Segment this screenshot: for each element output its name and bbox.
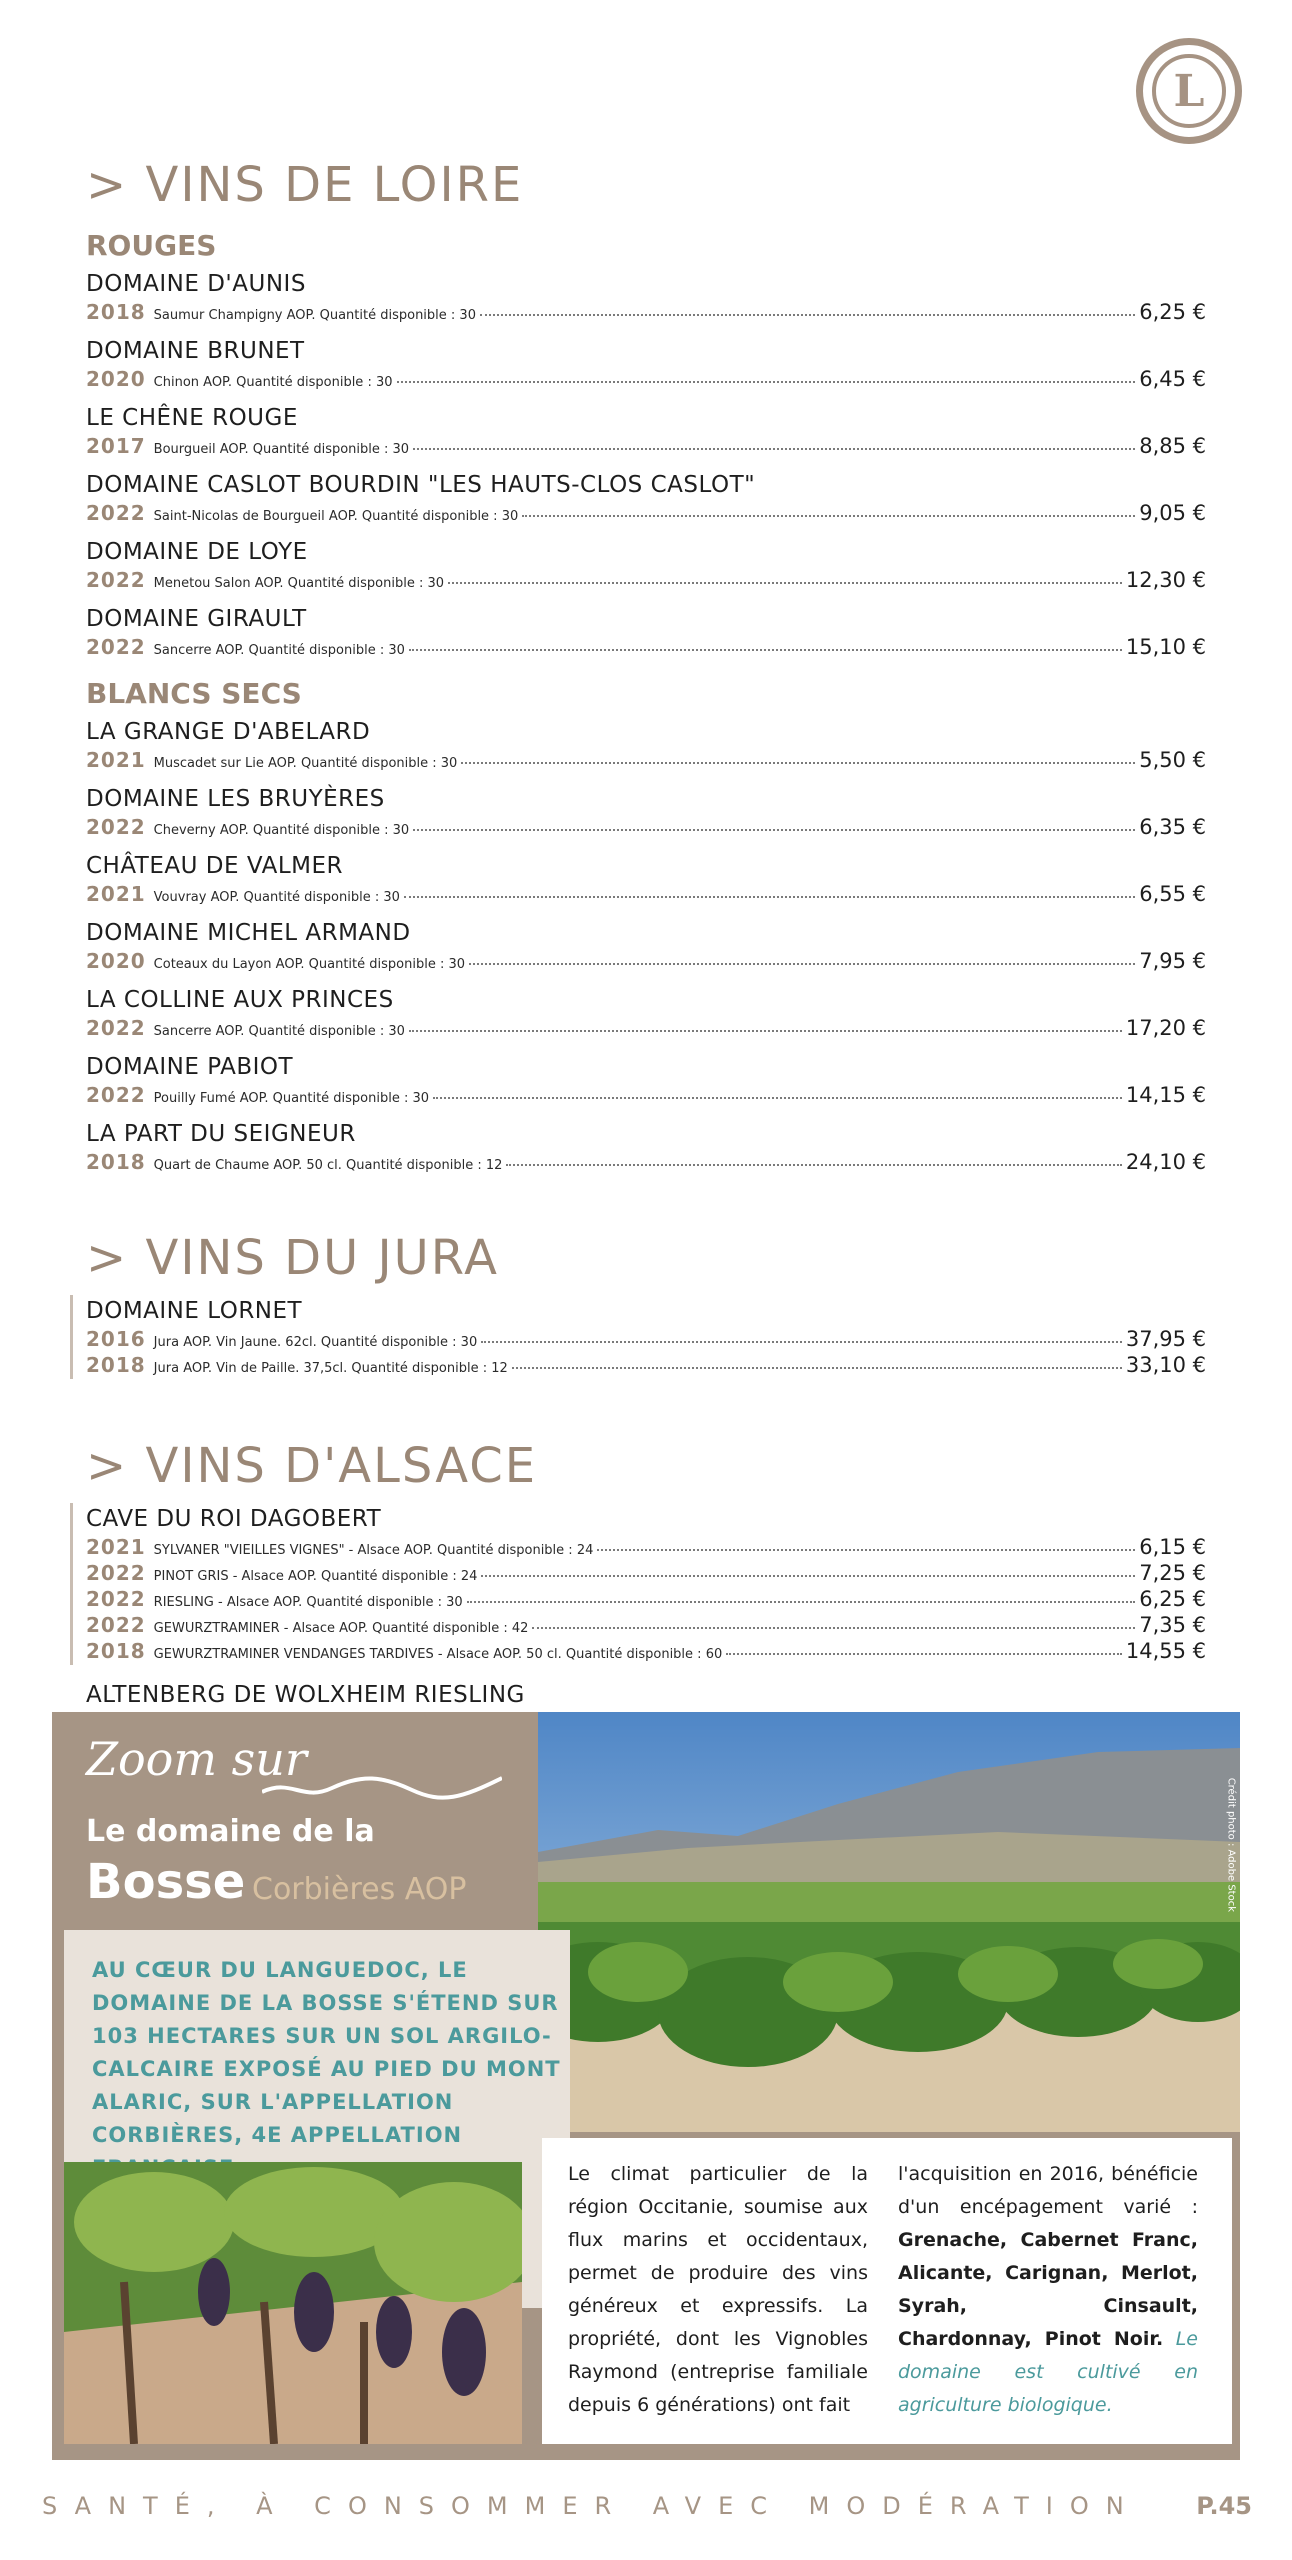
zoom-appellation: Corbières AOP — [252, 1872, 467, 1907]
vintage-year: 2022 — [86, 1016, 146, 1040]
section-title: > VINS DU JURA — [86, 1230, 499, 1286]
vintage-year: 2022 — [86, 1083, 146, 1107]
wine-description: Sancerre AOP. Quantité disponible : 30 — [153, 643, 405, 658]
vintage-row — [86, 815, 1206, 848]
wine-item — [86, 268, 1206, 333]
wine-price: 6,15 € — [1139, 1535, 1206, 1559]
wine-price: 6,25 € — [1139, 1587, 1206, 1611]
wine-name: ALTENBERG DE WOLXHEIM RIESLING — [86, 1682, 525, 1708]
zoom-col-2-intro: l'acquisition en 2016, bénéficie d'un encépagement varié : — [898, 2163, 1198, 2218]
wine-price: 7,35 € — [1139, 1613, 1206, 1637]
vintage-row — [86, 1327, 1206, 1353]
vintage-year: 2020 — [86, 949, 146, 973]
zoom-lead-text: AU CŒUR DU LANGUEDOC, LE DOMAINE DE LA BOSSE S'ÉTEND SUR 103 HECTARES SUR UN SOL ARGILO-CALCAIRE EXPOSÉ AU PIED DU MONT ALARIC, SUR L'APPELLATION CORBIÈRES, 4E APPELLATION — [92, 1958, 561, 2147]
wine-name: DOMAINE D'AUNIS — [86, 271, 306, 297]
vintage-year: 2022 — [86, 1613, 146, 1637]
vintage-row — [86, 882, 1206, 915]
vintage-year: 2022 — [86, 568, 146, 592]
wine-name: DOMAINE LORNET — [86, 1298, 303, 1324]
wine-item — [70, 1503, 1206, 1665]
vintage-year: 2022 — [86, 501, 146, 525]
vintage-row — [86, 1083, 1206, 1116]
wine-item — [86, 536, 1206, 601]
vintage-row — [86, 434, 1206, 467]
swash-decoration — [262, 1768, 502, 1808]
section-title: > VINS D'ALSACE — [86, 1438, 538, 1494]
wine-item — [86, 984, 1206, 1049]
wine-price: 8,85 € — [1139, 434, 1206, 458]
wine-price: 33,10 € — [1125, 1353, 1206, 1377]
wine-price: 37,95 € — [1125, 1327, 1206, 1351]
dot-leader — [397, 381, 1136, 383]
vintage-year: 2022 — [86, 1587, 146, 1611]
vintage-row — [86, 568, 1206, 601]
wine-item — [86, 850, 1206, 915]
dot-leader — [597, 1549, 1135, 1551]
wine-price: 6,35 € — [1139, 815, 1206, 839]
dot-leader — [413, 448, 1135, 450]
wine-price: 6,45 € — [1139, 367, 1206, 391]
vintage-row — [86, 1561, 1206, 1587]
dot-leader — [409, 649, 1122, 651]
wine-description: Menetou Salon AOP. Quantité disponible : 30 — [153, 576, 445, 591]
dot-leader — [480, 314, 1135, 316]
wine-item — [86, 1051, 1206, 1116]
footer-slogan: SANTÉ, À CONSOMMER AVEC MODÉRATION — [42, 2492, 1141, 2520]
vintage-row — [86, 300, 1206, 333]
vintage-row — [86, 1353, 1206, 1379]
wine-name: DOMAINE GIRAULT — [86, 606, 307, 632]
vintage-row — [86, 501, 1206, 534]
wine-price: 6,25 € — [1139, 300, 1206, 324]
dot-leader — [481, 1341, 1122, 1343]
dot-leader — [413, 829, 1135, 831]
wine-price: 17,20 € — [1125, 1016, 1206, 1040]
category-label: BLANCS SECS — [86, 677, 302, 710]
vintage-year: 2018 — [86, 1639, 146, 1663]
dot-leader — [506, 1164, 1121, 1166]
wine-item — [86, 716, 1206, 781]
wine-list — [86, 148, 1206, 1746]
vintage-row — [86, 949, 1206, 982]
vintage-year: 2020 — [86, 367, 146, 391]
wine-description: Muscadet sur Lie AOP. Quantité disponible : 30 — [153, 756, 458, 771]
wine-item — [86, 402, 1206, 467]
wine-description: PINOT GRIS - Alsace AOP. Quantité disponible : 24 — [153, 1569, 478, 1584]
wine-description: GEWURZTRAMINER VENDANGES TARDIVES - Alsace AOP. 50 cl. Quantité disponible : 60 — [153, 1647, 723, 1662]
wine-description: Vouvray AOP. Quantité disponible : 30 — [153, 890, 400, 905]
dot-leader — [532, 1627, 1135, 1629]
wine-description: Saumur Champigny AOP. Quantité disponible : 30 — [153, 308, 476, 323]
wine-price: 14,55 € — [1125, 1639, 1206, 1663]
wine-name: LA PART DU SEIGNEUR — [86, 1121, 356, 1147]
wine-description: Cheverny AOP. Quantité disponible : 30 — [153, 823, 410, 838]
wine-description: Chinon AOP. Quantité disponible : 30 — [153, 375, 393, 390]
wine-price: 7,95 € — [1139, 949, 1206, 973]
wine-description: Jura AOP. Vin de Paille. 37,5cl. Quantité disponible : 12 — [153, 1361, 508, 1376]
vintage-year: 2021 — [86, 882, 146, 906]
dot-leader — [404, 896, 1135, 898]
wine-name: DOMAINE DE LOYE — [86, 539, 308, 565]
vintage-year: 2018 — [86, 300, 146, 324]
vintage-year: 2022 — [86, 635, 146, 659]
dot-leader — [512, 1367, 1122, 1369]
zoom-grapes: Grenache, Cabernet Franc, Alicante, Carignan, Merlot, Syrah, Cinsault, Chardonnay, Pinot Noir. — [898, 2229, 1198, 2350]
wine-price: 15,10 € — [1125, 635, 1206, 659]
grapes-photo — [64, 2162, 522, 2444]
category-label: ROUGES — [86, 229, 217, 262]
wine-description: Saint-Nicolas de Bourgueil AOP. Quantité disponible : 30 — [153, 509, 519, 524]
zoom-body — [542, 2138, 1232, 2444]
wine-name: CAVE DU ROI DAGOBERT — [86, 1506, 382, 1532]
page-number: P.45 — [1196, 2492, 1252, 2520]
dot-leader — [469, 963, 1135, 965]
wine-name: DOMAINE LES BRUYÈRES — [86, 786, 385, 812]
vintage-year: 2017 — [86, 434, 146, 458]
dot-leader — [461, 762, 1135, 764]
wine-item — [86, 783, 1206, 848]
vintage-row — [86, 1016, 1206, 1049]
wine-name: CHÂTEAU DE VALMER — [86, 853, 343, 879]
vineyard-landscape-photo — [538, 1712, 1240, 2132]
vintage-row — [86, 1639, 1206, 1665]
wine-price: 24,10 € — [1125, 1150, 1206, 1174]
logo-letter: L — [1152, 54, 1226, 128]
zoom-col-1 — [568, 2158, 868, 2444]
vintage-year: 2022 — [86, 1561, 146, 1585]
wine-price: 5,50 € — [1139, 748, 1206, 772]
wine-name: DOMAINE CASLOT BOURDIN "LES HAUTS-CLOS CASLOT" — [86, 472, 756, 498]
wine-price: 7,25 € — [1139, 1561, 1206, 1585]
wine-item — [86, 1118, 1206, 1183]
vintage-row — [86, 1535, 1206, 1561]
wine-description: Jura AOP. Vin Jaune. 62cl. Quantité disponible : 30 — [153, 1335, 478, 1350]
vintage-year: 2018 — [86, 1353, 146, 1377]
wine-description: SYLVANER "VIEILLES VIGNES" - Alsace AOP. Quantité disponible : 24 — [153, 1543, 594, 1558]
wine-description: Quart de Chaume AOP. 50 cl. Quantité disponible : 12 — [153, 1158, 503, 1173]
dot-leader — [522, 515, 1135, 517]
dot-leader — [433, 1097, 1122, 1099]
wine-description: Sancerre AOP. Quantité disponible : 30 — [153, 1024, 405, 1039]
wine-name: DOMAINE BRUNET — [86, 338, 305, 364]
wine-item — [86, 917, 1206, 982]
vintage-year: 2022 — [86, 815, 146, 839]
wine-name: LE CHÊNE ROUGE — [86, 405, 298, 431]
vintage-row — [86, 748, 1206, 781]
vintage-row — [86, 367, 1206, 400]
wine-item — [86, 603, 1206, 668]
vintage-year: 2021 — [86, 748, 146, 772]
zoom-domaine-label: Le domaine de la — [86, 1814, 375, 1849]
wine-price: 14,15 € — [1125, 1083, 1206, 1107]
dot-leader — [467, 1601, 1136, 1603]
zoom-col-1-text: Le climat particulier de la région Occitanie, soumise aux flux marins et occidentaux, permet de produire des vins généreux et expressifs. La propriété, dont les Vignobles Raymond (entreprise familiale depuis 6 générations) ont fait — [568, 2163, 868, 2416]
zoom-domaine-name: Bosse — [86, 1854, 246, 1910]
wine-item — [86, 469, 1206, 534]
dot-leader — [448, 582, 1122, 584]
wine-description: Bourgueil AOP. Quantité disponible : 30 — [153, 442, 410, 457]
wine-description: Coteaux du Layon AOP. Quantité disponible : 30 — [153, 957, 466, 972]
zoom-box — [52, 1712, 1240, 2460]
dot-leader — [726, 1653, 1122, 1655]
wine-name: LA COLLINE AUX PRINCES — [86, 987, 394, 1013]
vintage-row — [86, 635, 1206, 668]
wine-price: 12,30 € — [1125, 568, 1206, 592]
vintage-year: 2018 — [86, 1150, 146, 1174]
wine-item — [70, 1295, 1206, 1379]
wine-name: DOMAINE MICHEL ARMAND — [86, 920, 411, 946]
wine-price: 9,05 € — [1139, 501, 1206, 525]
wine-price: 6,55 € — [1139, 882, 1206, 906]
dot-leader — [409, 1030, 1122, 1032]
wine-item — [86, 335, 1206, 400]
vintage-row — [86, 1587, 1206, 1613]
dot-leader — [481, 1575, 1135, 1577]
zoom-col-2 — [898, 2158, 1198, 2444]
wine-name: DOMAINE PABIOT — [86, 1054, 294, 1080]
wine-description: GEWURZTRAMINER - Alsace AOP. Quantité disponible : 42 — [153, 1621, 529, 1636]
zoom-script-title: Zoom sur — [86, 1732, 307, 1786]
vintage-row — [86, 1613, 1206, 1639]
vintage-year: 2016 — [86, 1327, 146, 1351]
photo-credit: Crédit photo : Adobe Stock — [1225, 1777, 1236, 1912]
section-title: > VINS DE LOIRE — [86, 157, 524, 213]
wine-description: Pouilly Fumé AOP. Quantité disponible : 30 — [153, 1091, 430, 1106]
vintage-year: 2021 — [86, 1535, 146, 1559]
brand-logo — [1136, 38, 1242, 144]
vintage-row — [86, 1150, 1206, 1183]
wine-name: LA GRANGE D'ABELARD — [86, 719, 371, 745]
footer — [42, 2492, 1252, 2520]
zoom-bio: Le domaine est cultivé en agriculture biologique. — [898, 2328, 1198, 2416]
wine-description: RIESLING - Alsace AOP. Quantité disponible : 30 — [153, 1595, 463, 1610]
